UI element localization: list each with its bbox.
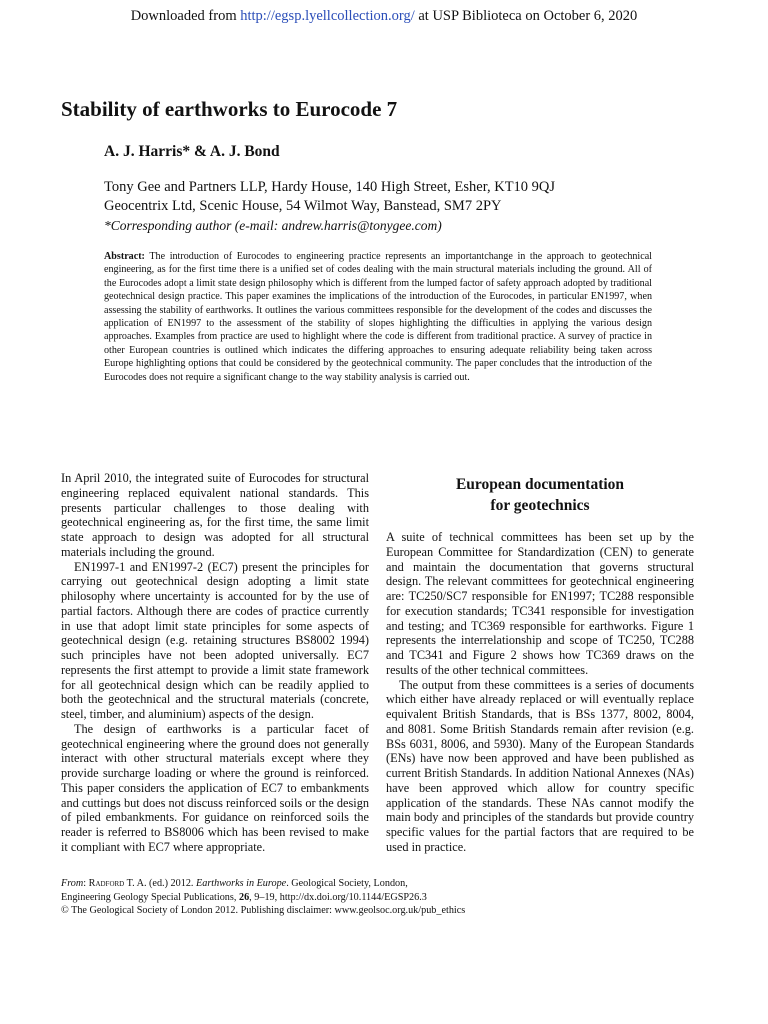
- citation-line-1: From: Radford T. A. (ed.) 2012. Earthworks in Europe. Geological Society, London,: [61, 878, 408, 889]
- download-banner: [0, 8, 768, 25]
- banner-suffix: at USP Biblioteca on October 6, 2020: [414, 8, 638, 24]
- citation-footer: [61, 877, 701, 918]
- paper-title: Stability of earthworks to Eurocode 7: [61, 97, 398, 121]
- abstract-label: Abstract:: [104, 251, 145, 262]
- source-link[interactable]: http://egsp.lyellcollection.org/: [240, 8, 415, 24]
- affiliation-2: Geocentrix Ltd, Scenic House, 54 Wilmot Way, Banstead, SM7 2PY: [104, 198, 502, 214]
- corresponding-author: *Corresponding author (e-mail: andrew.harris@tonygee.com): [104, 218, 442, 233]
- section-heading-line-1: European documentation: [455, 476, 625, 493]
- body-paragraph: EN1997-1 and EN1997-2 (EC7) present the principles for carrying out geotechnical design adopting a limit state philosophy where uncertainty is accounted for by the use of partial factors. Although there are codes of practice currently in use that adopt limit state principles for some aspects of geotechnical design (e.g. retaining structures BS8002 1994) such principles have not been adopted universally. EC7 represents the first attempt to provide a limit state framework for all geotechnical design which can be readily applied to both the geotechnical and the structural materials (concrete, steel, timber, and aluminium) aspects of the design.: [61, 559, 369, 721]
- body-paragraph: In April 2010, the integrated suite of Eurocodes for structural engineering replaced equivalent national standards. This presents particular challenges to those dealing with geotechnical engineering as, for the first time, the same limit state approach to design was adopted for all structural materials including the ground.: [61, 471, 369, 559]
- section-heading-line-2: for geotechnics: [490, 497, 590, 514]
- banner-prefix: Downloaded from: [130, 8, 241, 24]
- right-column: [386, 530, 694, 855]
- author-list: A. J. Harris* & A. J. Bond: [104, 143, 280, 160]
- citation-line-2: Engineering Geology Special Publications, 26, 9–19, http://dx.doi.org/10.1144/EGSP26.3: [61, 891, 427, 903]
- abstract: [104, 250, 652, 384]
- body-paragraph: The output from these committees is a series of documents which either have already replaced or will eventually replace equivalent British Standards, that is BSs 1377, 8002, 8004, and 8081. Some British Standards remain after revision (e.g. BSs 6031, 8006, and 5930). Many of the European Standards (ENs) have now been approved and have been published as current British Standards. In addition National Annexes (NAs) have been approved which allow for country specific application of the standards. These NAs cannot modify the main body and principles of the standards but provide country specific values for the partial factors that are required to be used in practice.: [386, 677, 694, 854]
- section-heading: [386, 474, 694, 516]
- body-paragraph: The design of earthworks is a particular facet of geotechnical engineering where the ground does not generally interact with other structural materials except where they provide surcharge loading or where the ground is reinforced. This paper considers the application of EC7 to embankments and cuttings but does not discuss reinforced soils or the design of piled embankments. For guidance on reinforced soils the reader is referred to BS8006 which has been revised to make it compliant with EC7 where appropriate.: [61, 721, 369, 854]
- body-paragraph: A suite of technical committees has been set up by the European Committee for Standardization (CEN) to generate and maintain the documentation that governs structural design. The relevant committees for geotechnical engineering are: TC250/SC7 responsible for EN1997; TC288 responsible for execution standards; TC341 responsible for investigation and testing; and TC369 responsible for earthworks. Figure 1 represents the interrelationship and scope of TC250, TC288 and TC341 and Figure 2 shows how TC369 draws on the results of the other technical committees.: [386, 530, 694, 677]
- left-column: [61, 471, 369, 855]
- affiliation-1: Tony Gee and Partners LLP, Hardy House, 140 High Street, Esher, KT10 9QJ: [104, 179, 556, 195]
- copyright-line: © The Geological Society of London 2012. Publishing disclaimer: www.geolsoc.org.uk/pub_ethics: [61, 905, 466, 916]
- abstract-text: The introduction of Eurocodes to engineering practice represents an importantchange in the approach to geotechnical engineering, as for the first time there is a unified set of codes dealing with the main structural materials including the ground. All of the Eurocodes adopt a limit state design philosophy which is different from the lumped factor of safety approach adopted by traditional geotechnical design practice. This paper examines the implications of the introduction of the Eurocodes, in particular EN1997, when assessing the stability of earthworks. It outlines the various committees responsible for the development of the codes and discusses the application of EN1997 to the assessment of the stability of slopes highlighting the difficulties in applying the various design approaches. Examples from practice are used to highlight where the code is different from traditional practice. A survey of practice in other European countries is outlined which indicates the differing approaches to ensuring adequate reliability being taken across Europe highlighting options that could be considered by the geotechnical community. The paper concludes that the introduction of the Eurocodes does not require a significant change to the way stability analysis is carried out.: [104, 251, 652, 383]
